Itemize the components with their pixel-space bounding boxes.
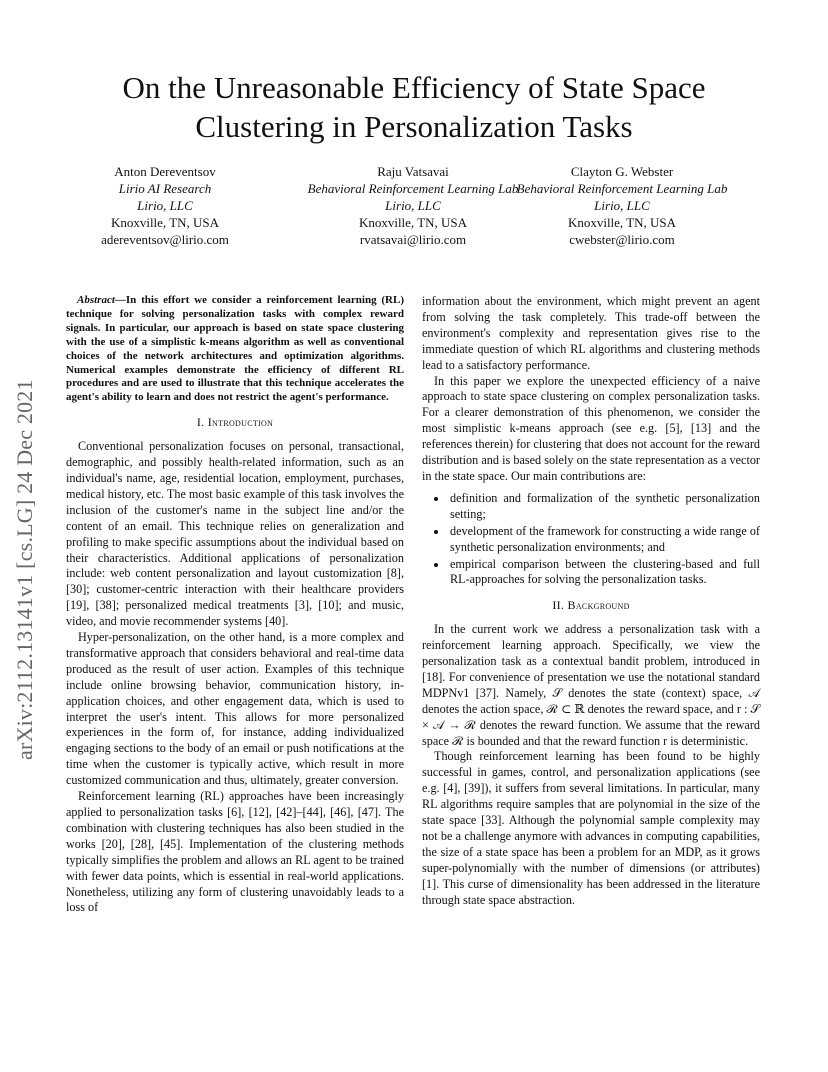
author-affiliation: Lirio AI Research — [118, 181, 212, 196]
author-email: adereventsov@lirio.com — [101, 232, 229, 247]
author-affiliation: Behavioral Reinforcement Learning Lab — [516, 181, 728, 196]
author-location: Knoxville, TN, USA — [567, 215, 677, 230]
paragraph: Hyper-personalization, on the other hand, is a more complex and transformative approach that considers behavioral and real-time data produced as the result of user action. Examples of this technique include online browsing behavior, communication history, in-application choices, and other engagement data, which is used to interpret the user's intent. This allows for more personalized experiences in the form of, for instance, adding individualized engaging sections to the body of an email or push notifications at the time when the customer is typically active, which result in more customized communication and thus, ultimately, greater conversion. — [66, 630, 404, 788]
author-location: Knoxville, TN, USA — [358, 215, 468, 230]
author-location: Knoxville, TN, USA — [110, 215, 220, 230]
abstract — [66, 294, 404, 405]
right-column — [422, 294, 760, 909]
section-heading-introduction — [66, 415, 404, 431]
paragraph: In this paper we explore the unexpected efficiency of a naive approach to state space clustering on complex personalization tasks. For a clearer demonstration of this phenomenon, we consider the most simplistic k-means approach (see e.g. [5], [13] and the references therein) for clustering that does not account for the reward distribution and is based solely on the state representation as a vector in the state space. Our main contributions are: — [422, 373, 760, 483]
section-title: Introduction — [207, 415, 274, 430]
author-block — [497, 163, 747, 248]
contributions-list — [422, 491, 760, 588]
author-affiliation: Lirio, LLC — [385, 198, 441, 213]
abstract-text: In this effort we consider a reinforcement learning (RL) technique for solving personalization tasks with complex reward signals. In particular, our approach is based on state space clustering with the use of a simplistic k-means algorithm as well as conventional choices of the network architectures and optimization algorithms. Numerical examples demonstrate the efficiency of different RL procedures and are used to illustrate that this technique accelerates the agent's ability to learn and does not restrict the agent's performance. — [66, 294, 404, 404]
paragraph: Reinforcement learning (RL) approaches have been increasingly applied to personalization tasks [6], [12], [42]–[44], [46], [47]. The combination with clustering techniques has also been studied in the works [20], [28], [45]. Implementation of the clustering methods typically simplifies the problem and allows an RL agent to be trained with fewer data points, which is essential in real-world applications. Nonetheless, utilizing any form of clustering unavoidably leads to a loss of — [66, 789, 404, 915]
paragraph: Conventional personalization focuses on personal, transactional, demographic, and possibly health-related information, such as an individual's name, age, residential location, employment, purchases, medical history, etc. The most basic example of this task involves the inclusion of the customer's name in the subject line and/or the content of an email. This technique relies on generalization and profiling to make specific assumptions about the individual based on their characteristics. Additional applications of personalization include: web content personalization and layout customization [8], [30]; customer-centric interaction with their healthcare providers [19], [38]; personalized medical treatments [3], [10]; and music, video, and movie recommender systems [40]. — [66, 439, 404, 629]
author-name: Clayton G. Webster — [570, 164, 674, 179]
list-item: • development of the framework for constructing a wide range of synthetic personalization environments; and — [448, 524, 760, 556]
section-title: Background — [567, 598, 630, 613]
author-name: Anton Dereventsov — [114, 164, 216, 179]
author-affiliation: Lirio, LLC — [594, 198, 650, 213]
author-email: cwebster@lirio.com — [569, 232, 675, 247]
author-affiliation: Behavioral Reinforcement Learning Lab — [307, 181, 519, 196]
list-item: • empirical comparison between the clustering-based and full RL-approaches for solving the personalization tasks. — [448, 557, 760, 589]
section-number: I. — [196, 415, 205, 430]
paper-title: On the Unreasonable Efficiency of State Space Clustering in Personalization Tasks — [122, 70, 706, 144]
arxiv-identifier: arXiv:2112.13141v1 [cs.LG] 24 Dec 2021 — [12, 379, 37, 760]
author-affiliation: Lirio, LLC — [137, 198, 193, 213]
paragraph: In the current work we address a personalization task with a reinforcement learning approach. Specifically, we view the personalization task as a contextual bandit problem, introduced in [18]. For convenience of presentation we use the notational standard MDPNv1 [37]. Namely, 𝒮 denotes the state (context) space, 𝒜 denotes the action space, ℛ ⊂ ℝ denotes the reward space, and r : 𝒮 × 𝒜 → ℛ denotes the reward function. We assume that the reward space ℛ is bounded and that the reward function r is deterministic. — [422, 622, 760, 748]
section-number: II. — [552, 598, 565, 613]
left-column — [66, 294, 404, 916]
abstract-label: Abstract— — [77, 294, 126, 306]
author-email: rvatsavai@lirio.com — [359, 232, 467, 247]
author-block — [40, 163, 290, 248]
section-heading-background — [422, 598, 760, 614]
paragraph: Though reinforcement learning has been found to be highly successful in games, control, and personalization applications (see e.g. [4], [39]), it suffers from several limitations. In particular, many RL algorithms require samples that are polynomial in the size of the state space [33]. Although the polynomial sample complexity may not be a challenge anymore with advances in computing capabilities, the size of a state space has been a problem for an MDP, as it grows super-polynomially with the number of dimensions (or attributes) [1]. This curse of dimensionality has been addressed in the literature through state space abstraction. — [422, 749, 760, 907]
author-name: Raju Vatsavai — [377, 164, 449, 179]
list-item: • definition and formalization of the synthetic personalization setting; — [448, 491, 760, 523]
paragraph: information about the environment, which might prevent an agent from solving the task completely. This trade-off between the environment's complexity and representation gives rise to the immediate question of which RL algorithms and clustering methods lead to a satisfactory performance. — [422, 294, 760, 372]
